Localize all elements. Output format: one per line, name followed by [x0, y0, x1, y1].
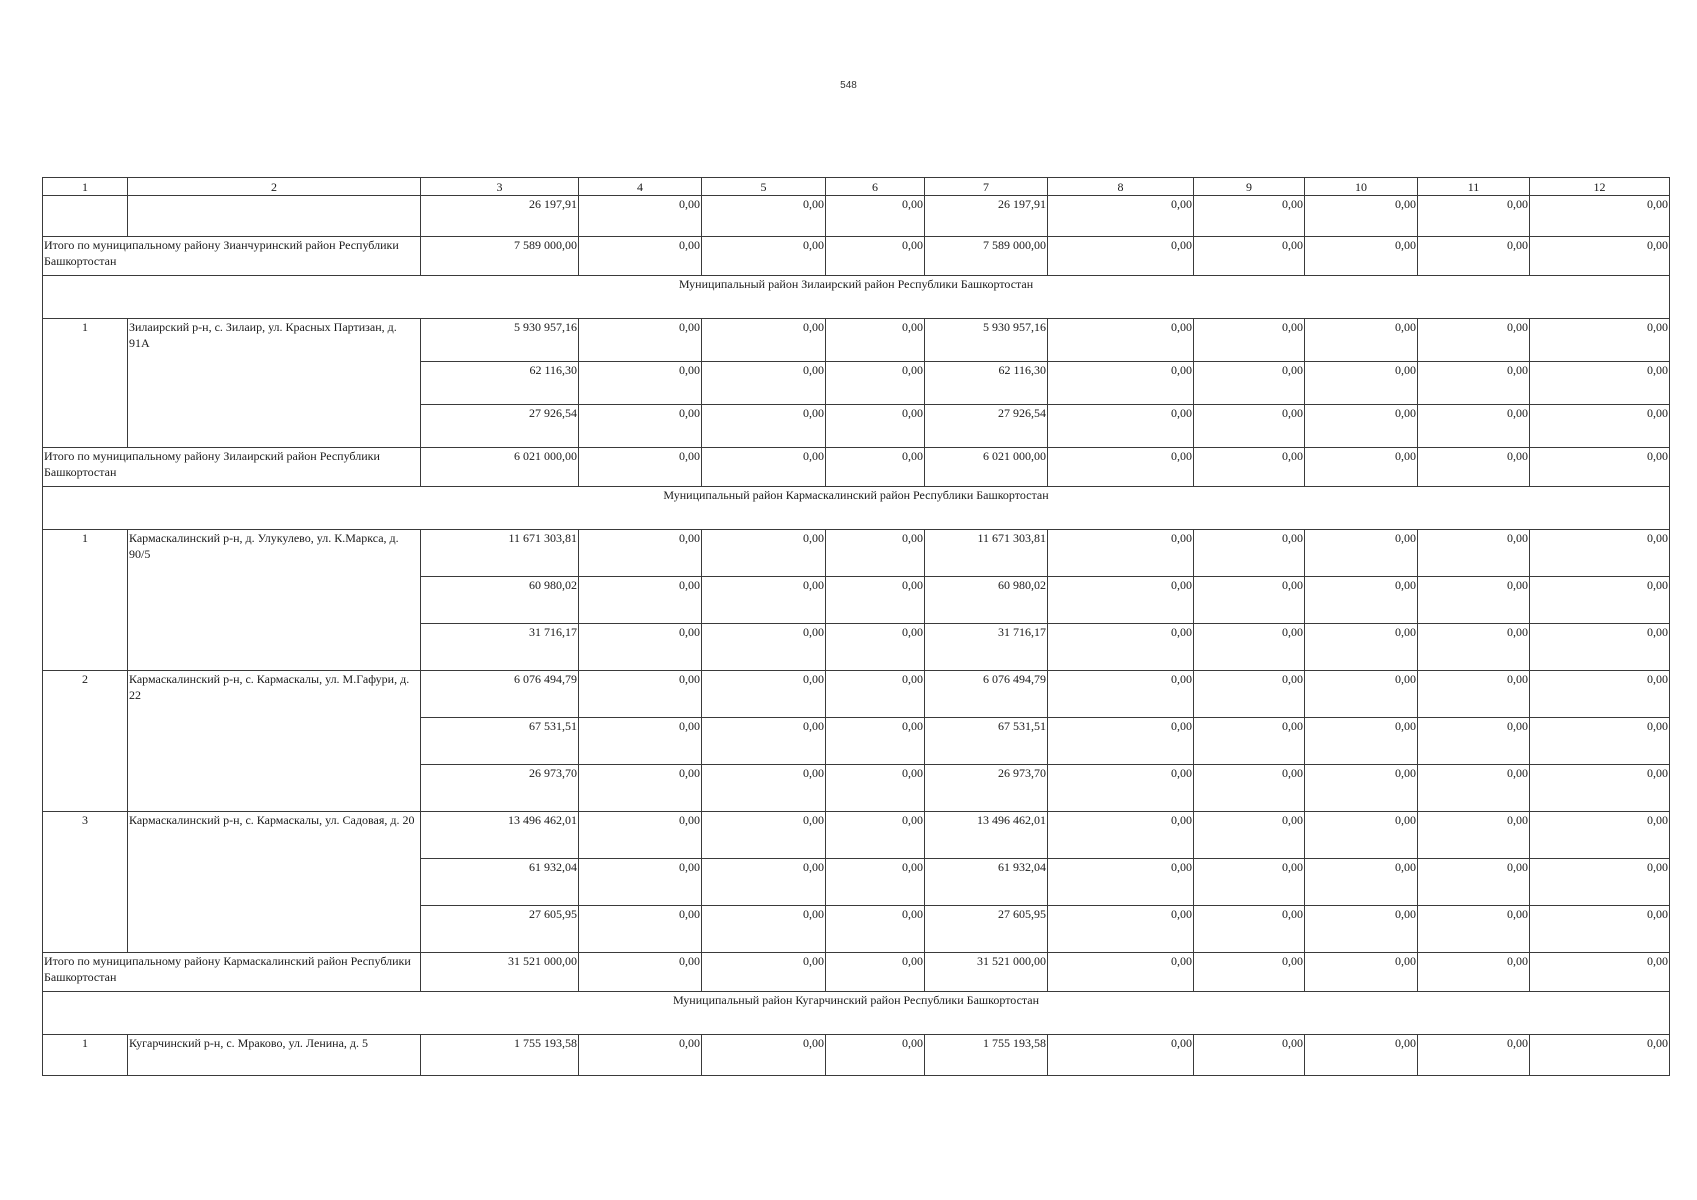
value-cell-col-3: 13 496 462,01 [421, 812, 579, 859]
value-cell-col-10: 0,00 [1305, 577, 1418, 624]
value-cell-col-8: 0,00 [1048, 812, 1194, 859]
value-cell-col-6: 0,00 [826, 624, 925, 671]
value-cell-col-5: 0,00 [702, 362, 826, 405]
district-title: Муниципальный район Зилаирский район Республики Башкортостан [43, 276, 1670, 319]
value-cell-col-4: 0,00 [579, 812, 702, 859]
table-row [43, 671, 1670, 718]
value-cell-col-9: 0,00 [1194, 196, 1305, 237]
column-number-11: 11 [1418, 178, 1530, 196]
value-cell-col-11: 0,00 [1418, 671, 1530, 718]
district-header-row [43, 992, 1670, 1035]
value-cell-col-11: 0,00 [1418, 812, 1530, 859]
value-cell-col-3: 7 589 000,00 [421, 237, 579, 276]
value-cell-col-9: 0,00 [1194, 448, 1305, 487]
address-cell: Кармаскалинский р-н, с. Кармаскалы, ул. М.Гафури, д. 22 [128, 671, 421, 812]
value-cell-col-11: 0,00 [1418, 362, 1530, 405]
value-cell-col-5: 0,00 [702, 812, 826, 859]
value-cell-col-12: 0,00 [1530, 859, 1670, 906]
column-number-12: 12 [1530, 178, 1670, 196]
value-cell-col-7: 60 980,02 [925, 577, 1048, 624]
page-number: 548 [840, 80, 857, 91]
table-row [43, 1035, 1670, 1076]
value-cell-col-9: 0,00 [1194, 405, 1305, 448]
value-cell-col-9: 0,00 [1194, 953, 1305, 992]
column-number-5: 5 [702, 178, 826, 196]
value-cell-col-4: 0,00 [579, 237, 702, 276]
value-cell-col-4: 0,00 [579, 448, 702, 487]
value-cell-col-9: 0,00 [1194, 577, 1305, 624]
value-cell-col-7: 67 531,51 [925, 718, 1048, 765]
value-cell-col-7: 62 116,30 [925, 362, 1048, 405]
value-cell-col-9: 0,00 [1194, 671, 1305, 718]
value-cell-col-8: 0,00 [1048, 362, 1194, 405]
value-cell-col-6: 0,00 [826, 237, 925, 276]
column-number-10: 10 [1305, 178, 1418, 196]
value-cell-col-7: 1 755 193,58 [925, 1035, 1048, 1076]
value-cell-col-8: 0,00 [1048, 859, 1194, 906]
value-cell-col-3: 62 116,30 [421, 362, 579, 405]
value-cell-col-8: 0,00 [1048, 196, 1194, 237]
item-number-cell [43, 196, 128, 237]
value-cell-col-7: 61 932,04 [925, 859, 1048, 906]
value-cell-col-5: 0,00 [702, 448, 826, 487]
column-number-8: 8 [1048, 178, 1194, 196]
value-cell-col-5: 0,00 [702, 953, 826, 992]
column-number-7: 7 [925, 178, 1048, 196]
district-total-row [43, 953, 1670, 992]
value-cell-col-12: 0,00 [1530, 812, 1670, 859]
value-cell-col-9: 0,00 [1194, 319, 1305, 362]
value-cell-col-6: 0,00 [826, 765, 925, 812]
value-cell-col-7: 11 671 303,81 [925, 530, 1048, 577]
value-cell-col-5: 0,00 [702, 319, 826, 362]
value-cell-col-4: 0,00 [579, 577, 702, 624]
value-cell-col-9: 0,00 [1194, 718, 1305, 765]
value-cell-col-11: 0,00 [1418, 530, 1530, 577]
item-number-cell: 1 [43, 530, 128, 671]
value-cell-col-11: 0,00 [1418, 196, 1530, 237]
value-cell-col-10: 0,00 [1305, 319, 1418, 362]
value-cell-col-10: 0,00 [1305, 953, 1418, 992]
value-cell-col-7: 31 521 000,00 [925, 953, 1048, 992]
value-cell-col-6: 0,00 [826, 577, 925, 624]
value-cell-col-5: 0,00 [702, 765, 826, 812]
district-title: Муниципальный район Кугарчинский район Республики Башкортостан [43, 992, 1670, 1035]
address-cell [128, 196, 421, 237]
value-cell-col-6: 0,00 [826, 448, 925, 487]
value-cell-col-5: 0,00 [702, 405, 826, 448]
value-cell-col-3: 31 716,17 [421, 624, 579, 671]
value-cell-col-3: 60 980,02 [421, 577, 579, 624]
value-cell-col-4: 0,00 [579, 859, 702, 906]
value-cell-col-11: 0,00 [1418, 237, 1530, 276]
column-number-4: 4 [579, 178, 702, 196]
table-row [43, 196, 1670, 237]
table-row [43, 530, 1670, 577]
value-cell-col-12: 0,00 [1530, 1035, 1670, 1076]
value-cell-col-3: 26 197,91 [421, 196, 579, 237]
column-number-9: 9 [1194, 178, 1305, 196]
value-cell-col-12: 0,00 [1530, 237, 1670, 276]
value-cell-col-5: 0,00 [702, 1035, 826, 1076]
value-cell-col-10: 0,00 [1305, 906, 1418, 953]
value-cell-col-11: 0,00 [1418, 906, 1530, 953]
value-cell-col-12: 0,00 [1530, 362, 1670, 405]
value-cell-col-6: 0,00 [826, 812, 925, 859]
value-cell-col-3: 6 021 000,00 [421, 448, 579, 487]
value-cell-col-5: 0,00 [702, 196, 826, 237]
value-cell-col-7: 6 076 494,79 [925, 671, 1048, 718]
value-cell-col-10: 0,00 [1305, 859, 1418, 906]
value-cell-col-4: 0,00 [579, 362, 702, 405]
value-cell-col-12: 0,00 [1530, 530, 1670, 577]
value-cell-col-10: 0,00 [1305, 237, 1418, 276]
value-cell-col-6: 0,00 [826, 859, 925, 906]
value-cell-col-3: 61 932,04 [421, 859, 579, 906]
value-cell-col-9: 0,00 [1194, 1035, 1305, 1076]
value-cell-col-7: 26 197,91 [925, 196, 1048, 237]
value-cell-col-9: 0,00 [1194, 859, 1305, 906]
address-cell: Кармаскалинский р-н, д. Улукулево, ул. К.Маркса, д. 90/5 [128, 530, 421, 671]
value-cell-col-12: 0,00 [1530, 405, 1670, 448]
value-cell-col-7: 27 605,95 [925, 906, 1048, 953]
value-cell-col-4: 0,00 [579, 319, 702, 362]
value-cell-col-7: 7 589 000,00 [925, 237, 1048, 276]
value-cell-col-12: 0,00 [1530, 765, 1670, 812]
value-cell-col-4: 0,00 [579, 405, 702, 448]
value-cell-col-4: 0,00 [579, 196, 702, 237]
value-cell-col-6: 0,00 [826, 906, 925, 953]
address-cell: Кармаскалинский р-н, с. Кармаскалы, ул. Садовая, д. 20 [128, 812, 421, 953]
value-cell-col-8: 0,00 [1048, 906, 1194, 953]
value-cell-col-3: 27 926,54 [421, 405, 579, 448]
value-cell-col-8: 0,00 [1048, 237, 1194, 276]
value-cell-col-12: 0,00 [1530, 671, 1670, 718]
value-cell-col-6: 0,00 [826, 1035, 925, 1076]
value-cell-col-3: 6 076 494,79 [421, 671, 579, 718]
value-cell-col-8: 0,00 [1048, 671, 1194, 718]
district-title: Муниципальный район Кармаскалинский район Республики Башкортостан [43, 487, 1670, 530]
value-cell-col-10: 0,00 [1305, 448, 1418, 487]
column-number-2: 2 [128, 178, 421, 196]
value-cell-col-4: 0,00 [579, 718, 702, 765]
value-cell-col-3: 1 755 193,58 [421, 1035, 579, 1076]
value-cell-col-12: 0,00 [1530, 624, 1670, 671]
district-header-row [43, 487, 1670, 530]
item-number-cell: 1 [43, 319, 128, 448]
district-total-label: Итого по муниципальному району Кармаскалинский район Республики Башкортостан [43, 953, 421, 992]
value-cell-col-10: 0,00 [1305, 196, 1418, 237]
value-cell-col-6: 0,00 [826, 362, 925, 405]
value-cell-col-4: 0,00 [579, 906, 702, 953]
value-cell-col-7: 26 973,70 [925, 765, 1048, 812]
value-cell-col-10: 0,00 [1305, 362, 1418, 405]
value-cell-col-7: 5 930 957,16 [925, 319, 1048, 362]
value-cell-col-9: 0,00 [1194, 237, 1305, 276]
value-cell-col-3: 5 930 957,16 [421, 319, 579, 362]
column-number-1: 1 [43, 178, 128, 196]
value-cell-col-11: 0,00 [1418, 1035, 1530, 1076]
value-cell-col-7: 27 926,54 [925, 405, 1048, 448]
value-cell-col-4: 0,00 [579, 1035, 702, 1076]
value-cell-col-12: 0,00 [1530, 718, 1670, 765]
table-row [43, 319, 1670, 362]
value-cell-col-8: 0,00 [1048, 765, 1194, 812]
value-cell-col-12: 0,00 [1530, 953, 1670, 992]
value-cell-col-6: 0,00 [826, 671, 925, 718]
district-total-label: Итого по муниципальному району Зианчуринский район Республики Башкортостан [43, 237, 421, 276]
value-cell-col-11: 0,00 [1418, 953, 1530, 992]
value-cell-col-6: 0,00 [826, 953, 925, 992]
value-cell-col-8: 0,00 [1048, 1035, 1194, 1076]
column-number-row [43, 178, 1670, 196]
value-cell-col-8: 0,00 [1048, 405, 1194, 448]
value-cell-col-8: 0,00 [1048, 530, 1194, 577]
value-cell-col-5: 0,00 [702, 906, 826, 953]
value-cell-col-11: 0,00 [1418, 718, 1530, 765]
district-total-label: Итого по муниципальному району Зилаирский район Республики Башкортостан [43, 448, 421, 487]
value-cell-col-12: 0,00 [1530, 196, 1670, 237]
address-cell: Зилаирский р-н, с. Зилаир, ул. Красных Партизан, д. 91А [128, 319, 421, 448]
value-cell-col-3: 31 521 000,00 [421, 953, 579, 992]
value-cell-col-11: 0,00 [1418, 577, 1530, 624]
value-cell-col-11: 0,00 [1418, 624, 1530, 671]
value-cell-col-3: 27 605,95 [421, 906, 579, 953]
value-cell-col-8: 0,00 [1048, 953, 1194, 992]
value-cell-col-9: 0,00 [1194, 765, 1305, 812]
value-cell-col-9: 0,00 [1194, 624, 1305, 671]
value-cell-col-3: 26 973,70 [421, 765, 579, 812]
value-cell-col-5: 0,00 [702, 530, 826, 577]
value-cell-col-10: 0,00 [1305, 718, 1418, 765]
value-cell-col-8: 0,00 [1048, 624, 1194, 671]
value-cell-col-11: 0,00 [1418, 448, 1530, 487]
value-cell-col-6: 0,00 [826, 405, 925, 448]
item-number-cell: 2 [43, 671, 128, 812]
value-cell-col-4: 0,00 [579, 765, 702, 812]
value-cell-col-12: 0,00 [1530, 319, 1670, 362]
funding-table [42, 177, 1670, 1076]
value-cell-col-3: 11 671 303,81 [421, 530, 579, 577]
value-cell-col-12: 0,00 [1530, 577, 1670, 624]
value-cell-col-5: 0,00 [702, 624, 826, 671]
value-cell-col-11: 0,00 [1418, 405, 1530, 448]
column-number-3: 3 [421, 178, 579, 196]
value-cell-col-5: 0,00 [702, 718, 826, 765]
value-cell-col-3: 67 531,51 [421, 718, 579, 765]
value-cell-col-5: 0,00 [702, 671, 826, 718]
value-cell-col-9: 0,00 [1194, 812, 1305, 859]
value-cell-col-5: 0,00 [702, 237, 826, 276]
value-cell-col-5: 0,00 [702, 859, 826, 906]
value-cell-col-8: 0,00 [1048, 319, 1194, 362]
value-cell-col-11: 0,00 [1418, 319, 1530, 362]
value-cell-col-7: 31 716,17 [925, 624, 1048, 671]
value-cell-col-8: 0,00 [1048, 448, 1194, 487]
value-cell-col-9: 0,00 [1194, 362, 1305, 405]
item-number-cell: 3 [43, 812, 128, 953]
address-cell: Кугарчинский р-н, с. Мраково, ул. Ленина, д. 5 [128, 1035, 421, 1076]
value-cell-col-10: 0,00 [1305, 1035, 1418, 1076]
value-cell-col-10: 0,00 [1305, 671, 1418, 718]
value-cell-col-11: 0,00 [1418, 765, 1530, 812]
column-number-6: 6 [826, 178, 925, 196]
value-cell-col-6: 0,00 [826, 530, 925, 577]
value-cell-col-4: 0,00 [579, 530, 702, 577]
value-cell-col-7: 6 021 000,00 [925, 448, 1048, 487]
value-cell-col-10: 0,00 [1305, 765, 1418, 812]
table-row [43, 812, 1670, 859]
value-cell-col-12: 0,00 [1530, 906, 1670, 953]
value-cell-col-9: 0,00 [1194, 530, 1305, 577]
value-cell-col-11: 0,00 [1418, 859, 1530, 906]
value-cell-col-6: 0,00 [826, 196, 925, 237]
value-cell-col-10: 0,00 [1305, 624, 1418, 671]
value-cell-col-9: 0,00 [1194, 906, 1305, 953]
value-cell-col-4: 0,00 [579, 953, 702, 992]
value-cell-col-10: 0,00 [1305, 405, 1418, 448]
value-cell-col-7: 13 496 462,01 [925, 812, 1048, 859]
district-total-row [43, 448, 1670, 487]
value-cell-col-8: 0,00 [1048, 718, 1194, 765]
value-cell-col-10: 0,00 [1305, 812, 1418, 859]
value-cell-col-6: 0,00 [826, 718, 925, 765]
value-cell-col-8: 0,00 [1048, 577, 1194, 624]
district-header-row [43, 276, 1670, 319]
value-cell-col-5: 0,00 [702, 577, 826, 624]
value-cell-col-6: 0,00 [826, 319, 925, 362]
table-body [43, 178, 1670, 1076]
value-cell-col-4: 0,00 [579, 624, 702, 671]
value-cell-col-12: 0,00 [1530, 448, 1670, 487]
district-total-row [43, 237, 1670, 276]
value-cell-col-4: 0,00 [579, 671, 702, 718]
item-number-cell: 1 [43, 1035, 128, 1076]
value-cell-col-10: 0,00 [1305, 530, 1418, 577]
